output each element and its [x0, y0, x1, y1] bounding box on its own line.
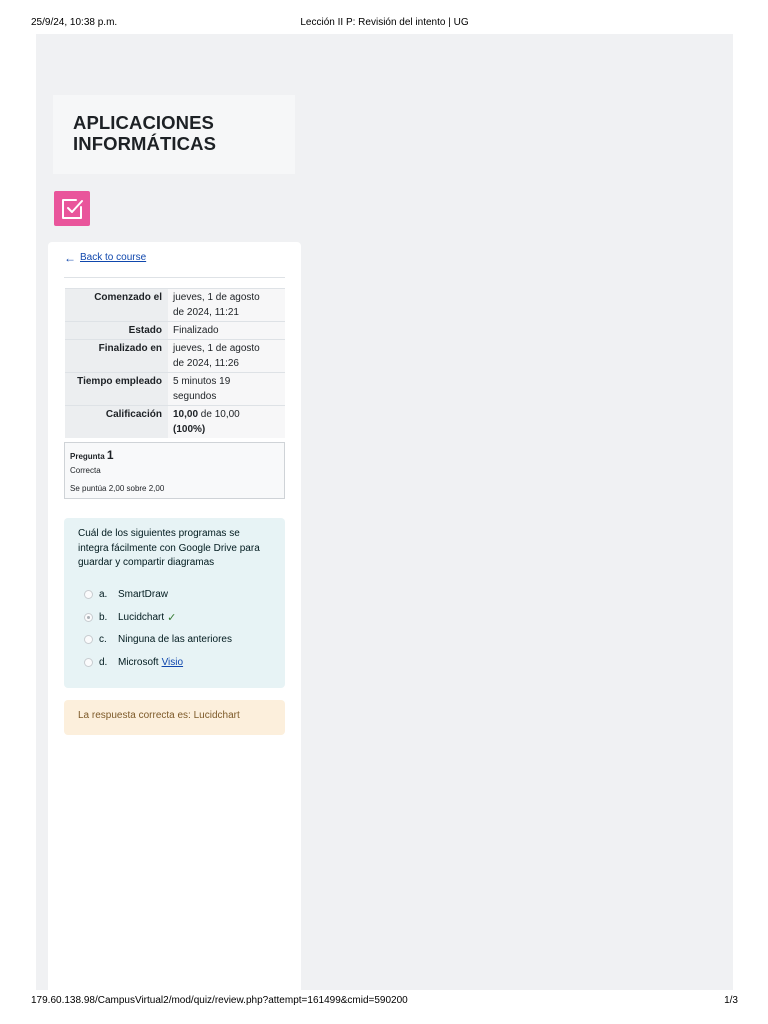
page-number: 1/3 — [724, 995, 738, 1006]
quiz-checkbox-icon — [54, 191, 90, 226]
course-title-line-2: INFORMÁTICAS — [73, 133, 217, 154]
summary-row — [65, 322, 285, 340]
answer-letter: b. — [99, 611, 108, 623]
summary-value: jueves, 1 de agosto de 2024, 11:21 — [168, 289, 285, 322]
radio-button[interactable] — [84, 658, 93, 667]
check-icon: ✓ — [167, 611, 177, 624]
radio-button[interactable] — [84, 635, 93, 644]
course-header — [53, 95, 295, 174]
summary-row — [65, 373, 285, 406]
arrow-left-icon: ← — [64, 250, 76, 265]
radio-button[interactable] — [84, 590, 93, 599]
summary-label: Tiempo empleado — [65, 373, 168, 406]
grade-percent: (100%) — [173, 424, 206, 435]
summary-label: Estado — [65, 322, 168, 340]
summary-row — [65, 340, 285, 373]
summary-value: Finalizado — [168, 322, 285, 340]
visio-link[interactable]: Visio — [161, 656, 184, 668]
summary-label: Comenzado el — [65, 289, 168, 322]
answer-letter: d. — [99, 656, 108, 668]
answer-letter: a. — [99, 589, 108, 601]
page-canvas — [36, 34, 733, 990]
question-text: Cuál de los siguientes programas se integra fácilmente con Google Drive para guardar y compartir diagramas — [78, 528, 260, 568]
summary-row — [65, 289, 285, 322]
grade-score: 10,00 — [173, 409, 199, 420]
course-title-line-1: APLICACIONES — [73, 112, 214, 133]
answer-text: Microsoft — [118, 656, 159, 668]
divider — [64, 277, 285, 278]
answer-text: Lucidchart — [118, 611, 165, 623]
answer-option-a[interactable] — [78, 584, 271, 607]
grade-max: de 10,00 — [198, 409, 240, 420]
back-to-course-link[interactable] — [64, 252, 146, 263]
answer-letter: c. — [99, 634, 107, 646]
print-footer — [31, 995, 738, 1009]
attempt-summary-table — [65, 288, 285, 438]
question-content — [64, 518, 285, 688]
print-header — [31, 17, 738, 31]
answer-option-d[interactable] — [78, 651, 271, 674]
print-date: 25/9/24, 10:38 p.m. — [31, 17, 118, 28]
correct-answer-feedback: La respuesta correcta es: Lucidchart — [64, 700, 285, 735]
summary-row — [65, 406, 285, 439]
question-state: Correcta — [70, 466, 101, 475]
content-card — [48, 242, 301, 990]
back-to-course-label: Back to course — [80, 252, 147, 263]
summary-label: Calificación — [65, 406, 168, 439]
summary-label: Finalizado en — [65, 340, 168, 373]
radio-button-selected[interactable] — [84, 613, 93, 622]
summary-value — [168, 406, 285, 439]
answer-option-b[interactable] — [78, 606, 271, 629]
question-info-box — [64, 442, 285, 499]
question-number: Pregunta 1 — [70, 448, 114, 462]
answer-text: SmartDraw — [118, 589, 169, 601]
course-title — [73, 112, 275, 154]
question-grade: Se puntúa 2,00 sobre 2,00 — [70, 484, 165, 493]
summary-value: 5 minutos 19 segundos — [168, 373, 285, 406]
answer-text: Ninguna de las anteriores — [118, 634, 232, 646]
answer-option-c[interactable] — [78, 629, 271, 652]
print-page-title: Lección II P: Revisión del intento | UG — [300, 17, 469, 28]
summary-value: jueves, 1 de agosto de 2024, 11:26 — [168, 340, 285, 373]
print-url: 179.60.138.98/CampusVirtual2/mod/quiz/review.php?attempt=161499&cmid=590200 — [31, 995, 408, 1006]
